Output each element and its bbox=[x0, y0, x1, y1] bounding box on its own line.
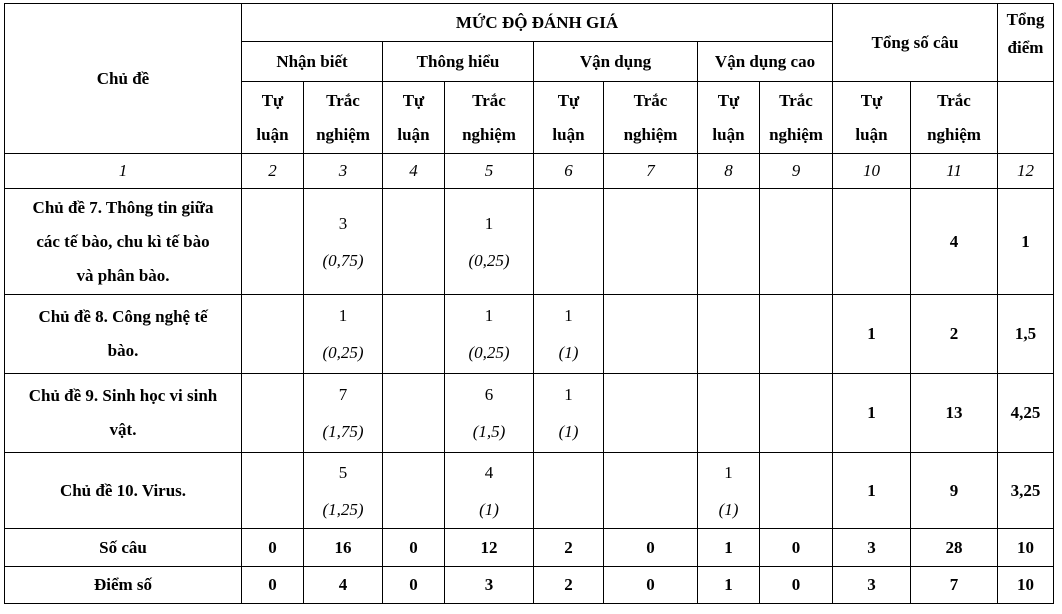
summary-value: 12 bbox=[445, 529, 534, 567]
vd-essay-cell: 1 (1) bbox=[534, 295, 604, 374]
essay-header: Tự luận bbox=[833, 82, 911, 154]
table-row bbox=[5, 295, 1054, 374]
summary-value: 1 bbox=[698, 529, 760, 567]
total-mcq-cell: 13 bbox=[911, 374, 998, 453]
mcq-header: Trắc nghiệm bbox=[304, 82, 383, 154]
mcq-header: Trắc nghiệm bbox=[911, 82, 998, 154]
column-number: 1 bbox=[5, 154, 242, 189]
vdc-essay-cell: 1 (1) bbox=[698, 453, 760, 529]
summary-value: 3 bbox=[833, 567, 911, 604]
total-questions-header: Tổng số câu bbox=[833, 4, 998, 82]
header-row-1 bbox=[5, 4, 1054, 42]
column-number-row bbox=[5, 154, 1054, 189]
column-number: 7 bbox=[604, 154, 698, 189]
column-number: 9 bbox=[760, 154, 833, 189]
nb-essay-cell bbox=[242, 374, 304, 453]
summary-value: 0 bbox=[242, 529, 304, 567]
nb-mcq-cell: 7 (1,75) bbox=[304, 374, 383, 453]
level-high-application: Vận dụng cao bbox=[698, 42, 833, 82]
vd-essay-cell: 1 (1) bbox=[534, 374, 604, 453]
vdc-essay-cell bbox=[698, 374, 760, 453]
total-essay-cell: 1 bbox=[833, 453, 911, 529]
vdc-essay-cell bbox=[698, 295, 760, 374]
essay-header: Tự luận bbox=[534, 82, 604, 154]
column-number: 2 bbox=[242, 154, 304, 189]
summary-value: 7 bbox=[911, 567, 998, 604]
score-cell: 1 bbox=[998, 189, 1054, 295]
th-mcq-cell: 1 (0,25) bbox=[445, 295, 534, 374]
summary-row-score bbox=[5, 567, 1054, 604]
summary-value: 0 bbox=[760, 567, 833, 604]
summary-row-questions bbox=[5, 529, 1054, 567]
summary-value: 2 bbox=[534, 567, 604, 604]
column-number: 6 bbox=[534, 154, 604, 189]
total-essay-cell: 1 bbox=[833, 295, 911, 374]
vdc-mcq-cell bbox=[760, 189, 833, 295]
total-essay-cell: 1 bbox=[833, 374, 911, 453]
vd-mcq-cell bbox=[604, 374, 698, 453]
essay-header: Tự luận bbox=[383, 82, 445, 154]
score-cell: 1,5 bbox=[998, 295, 1054, 374]
summary-value: 4 bbox=[304, 567, 383, 604]
topic-cell: Chủ đề 7. Thông tin giữa các tế bào, chu kì tế bào và phân bào. bbox=[5, 189, 242, 295]
total-score-header: Tổng điểm bbox=[998, 4, 1054, 82]
vdc-mcq-cell bbox=[760, 374, 833, 453]
th-essay-cell bbox=[383, 453, 445, 529]
column-number: 8 bbox=[698, 154, 760, 189]
total-mcq-cell: 2 bbox=[911, 295, 998, 374]
summary-value: 2 bbox=[534, 529, 604, 567]
column-number: 10 bbox=[833, 154, 911, 189]
topic-header: Chủ đề bbox=[5, 4, 242, 154]
summary-value: 3 bbox=[833, 529, 911, 567]
th-essay-cell bbox=[383, 295, 445, 374]
score-cell: 4,25 bbox=[998, 374, 1054, 453]
mcq-header: Trắc nghiệm bbox=[760, 82, 833, 154]
summary-label: Số câu bbox=[5, 529, 242, 567]
nb-essay-cell bbox=[242, 189, 304, 295]
vd-mcq-cell bbox=[604, 295, 698, 374]
summary-value: 0 bbox=[383, 529, 445, 567]
th-mcq-cell: 6 (1,5) bbox=[445, 374, 534, 453]
vd-essay-cell bbox=[534, 453, 604, 529]
nb-mcq-cell: 5 (1,25) bbox=[304, 453, 383, 529]
essay-header: Tự luận bbox=[242, 82, 304, 154]
summary-value: 0 bbox=[383, 567, 445, 604]
summary-value: 0 bbox=[760, 529, 833, 567]
column-number: 11 bbox=[911, 154, 998, 189]
vd-mcq-cell bbox=[604, 189, 698, 295]
topic-cell: Chủ đề 9. Sinh học vi sinh vật. bbox=[5, 374, 242, 453]
summary-value: 1 bbox=[698, 567, 760, 604]
column-number: 4 bbox=[383, 154, 445, 189]
nb-essay-cell bbox=[242, 295, 304, 374]
summary-value: 0 bbox=[604, 567, 698, 604]
assessment-header: MỨC ĐỘ ĐÁNH GIÁ bbox=[242, 4, 833, 42]
column-number: 3 bbox=[304, 154, 383, 189]
vdc-mcq-cell bbox=[760, 453, 833, 529]
empty-cell bbox=[998, 82, 1054, 154]
column-number: 5 bbox=[445, 154, 534, 189]
table-row bbox=[5, 374, 1054, 453]
mcq-header: Trắc nghiệm bbox=[445, 82, 534, 154]
table-row bbox=[5, 189, 1054, 295]
total-essay-cell bbox=[833, 189, 911, 295]
nb-essay-cell bbox=[242, 453, 304, 529]
vd-mcq-cell bbox=[604, 453, 698, 529]
score-cell: 3,25 bbox=[998, 453, 1054, 529]
th-essay-cell bbox=[383, 374, 445, 453]
summary-value: 0 bbox=[242, 567, 304, 604]
summary-value: 10 bbox=[998, 567, 1054, 604]
summary-value: 0 bbox=[604, 529, 698, 567]
th-mcq-cell: 4 (1) bbox=[445, 453, 534, 529]
assessment-matrix-table bbox=[4, 3, 1054, 604]
level-recognition: Nhận biết bbox=[242, 42, 383, 82]
table-row bbox=[5, 453, 1054, 529]
vdc-mcq-cell bbox=[760, 295, 833, 374]
summary-label: Điểm số bbox=[5, 567, 242, 604]
vd-essay-cell bbox=[534, 189, 604, 295]
level-understanding: Thông hiểu bbox=[383, 42, 534, 82]
mcq-header: Trắc nghiệm bbox=[604, 82, 698, 154]
summary-value: 10 bbox=[998, 529, 1054, 567]
total-mcq-cell: 9 bbox=[911, 453, 998, 529]
level-application: Vận dụng bbox=[534, 42, 698, 82]
vdc-essay-cell bbox=[698, 189, 760, 295]
topic-cell: Chủ đề 8. Công nghệ tế bào. bbox=[5, 295, 242, 374]
total-mcq-cell: 4 bbox=[911, 189, 998, 295]
summary-value: 28 bbox=[911, 529, 998, 567]
summary-value: 16 bbox=[304, 529, 383, 567]
essay-header: Tự luận bbox=[698, 82, 760, 154]
summary-value: 3 bbox=[445, 567, 534, 604]
column-number: 12 bbox=[998, 154, 1054, 189]
th-essay-cell bbox=[383, 189, 445, 295]
th-mcq-cell: 1 (0,25) bbox=[445, 189, 534, 295]
topic-cell: Chủ đề 10. Virus. bbox=[5, 453, 242, 529]
nb-mcq-cell: 1 (0,25) bbox=[304, 295, 383, 374]
nb-mcq-cell: 3 (0,75) bbox=[304, 189, 383, 295]
